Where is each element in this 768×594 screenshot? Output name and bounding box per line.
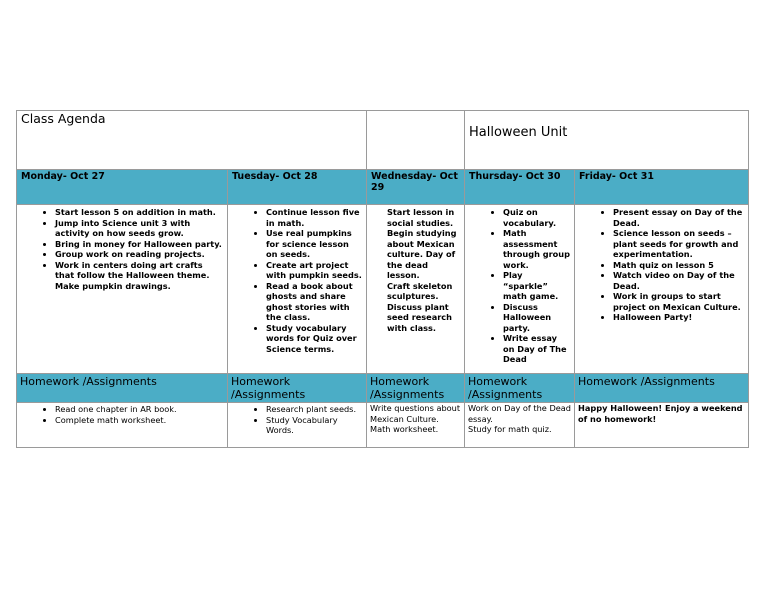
activities-friday (575, 205, 749, 374)
list-item: Craft skeleton sculptures. (387, 280, 453, 301)
activity-list (228, 207, 366, 354)
list-item: • Create art project with pumpkin seeds. (266, 260, 362, 281)
homework-header-friday (575, 374, 749, 403)
title-cell (17, 111, 367, 170)
day-label: Thursday- Oct 30 (469, 171, 561, 182)
homework-wednesday (367, 403, 465, 448)
list-item: • Discuss Halloween party. (503, 302, 570, 334)
day-label: Monday- Oct 27 (21, 171, 105, 182)
list-item: Start lesson in social studies. (387, 207, 455, 228)
activities-row (17, 205, 749, 374)
homework-thursday (465, 403, 575, 448)
list-item: • Read a book about ghosts and share ghost stories with the class. (266, 281, 362, 323)
activity-list (575, 207, 748, 323)
homework-header-monday (17, 374, 228, 403)
list-item: • Science lesson on seeds – plant seeds for growth and experimentation. (613, 228, 744, 260)
homework-note: Happy Halloween! Enjoy a weekend of no homework! (578, 403, 743, 424)
list-item: • Present essay on Day of the Dead. (613, 207, 744, 228)
list-item: • Use real pumpkins for science lesson on seeds. (266, 228, 362, 260)
activities-wednesday (367, 205, 465, 374)
homework-list (17, 404, 227, 425)
day-header-monday (17, 170, 228, 205)
activity-list (465, 207, 574, 365)
homework-list (465, 403, 574, 435)
list-item: Discuss plant seed research with class. (387, 301, 452, 333)
list-item: • Study vocabulary words for Quiz over Science terms. (266, 323, 362, 355)
list-item: • Bring in money for Halloween party. (55, 239, 223, 250)
day-label: Tuesday- Oct 28 (232, 171, 318, 182)
list-item: • Continue lesson five in math. (266, 207, 362, 228)
agenda-title: Class Agenda (21, 111, 106, 126)
activity-list (17, 207, 227, 291)
day-label: Wednesday- Oct 29 (371, 171, 458, 193)
homework-list (367, 403, 464, 435)
homework-header-wednesday (367, 374, 465, 403)
list-item: • Group work on reading projects. (55, 249, 223, 260)
homework-label: Homework /Assignments (468, 375, 543, 401)
list-item: • Start lesson 5 on addition in math. (55, 207, 223, 218)
list-item: • Read one chapter in AR book. (55, 404, 223, 415)
homework-header-thursday (465, 374, 575, 403)
list-item: • Math assessment through group work. (503, 228, 570, 270)
homework-monday (17, 403, 228, 448)
homework-label: Homework /Assignments (370, 375, 445, 401)
day-header-friday (575, 170, 749, 205)
homework-list (228, 404, 366, 436)
list-item: • Jump into Science unit 3 with activity on how seeds grow. (55, 218, 223, 239)
list-item: • Math quiz on lesson 5 (613, 260, 744, 271)
list-item: Begin studying about Mexican culture. Day of the dead lesson. (387, 228, 457, 280)
activities-tuesday (228, 205, 367, 374)
homework-label: Homework /Assignments (578, 375, 715, 388)
list-item: • Halloween Party! (613, 312, 744, 323)
day-header-tuesday (228, 170, 367, 205)
homework-header-row (17, 374, 749, 403)
list-item: Study for math quiz. (468, 424, 552, 434)
homework-label: Homework /Assignments (231, 375, 306, 401)
spacer-cell (367, 111, 465, 170)
homework-label: Homework /Assignments (20, 375, 157, 388)
list-item: • Research plant seeds. (266, 404, 362, 415)
list-item: • Complete math worksheet. (55, 415, 223, 426)
list-item: • Quiz on vocabulary. (503, 207, 570, 228)
activities-monday (17, 205, 228, 374)
day-label: Friday- Oct 31 (579, 171, 654, 182)
list-item: Write questions about Mexican Culture. (370, 403, 461, 424)
day-header-wednesday (367, 170, 465, 205)
day-header-row (17, 170, 749, 205)
title-row (17, 111, 749, 170)
homework-tuesday (228, 403, 367, 448)
list-item: • Study Vocabulary Words. (266, 415, 362, 436)
list-item: Math worksheet. (370, 424, 439, 434)
list-item: • Play “sparkle” math game. (503, 270, 570, 302)
day-header-thursday (465, 170, 575, 205)
list-item: • Work in groups to start project on Mexican Culture. (613, 291, 744, 312)
activities-thursday (465, 205, 575, 374)
class-agenda-table (16, 110, 749, 448)
activity-list (387, 207, 464, 333)
unit-title: Halloween Unit (469, 125, 568, 140)
homework-row (17, 403, 749, 448)
list-item: • Write essay on Day of The Dead (503, 333, 570, 365)
unit-cell (465, 111, 749, 170)
list-item: • Work in centers doing art crafts that follow the Halloween theme. Make pumpkin drawings. (55, 260, 223, 292)
list-item: Work on Day of the Dead essay. (468, 403, 571, 424)
homework-header-tuesday (228, 374, 367, 403)
homework-friday (575, 403, 749, 448)
list-item: • Watch video on Day of the Dead. (613, 270, 744, 291)
